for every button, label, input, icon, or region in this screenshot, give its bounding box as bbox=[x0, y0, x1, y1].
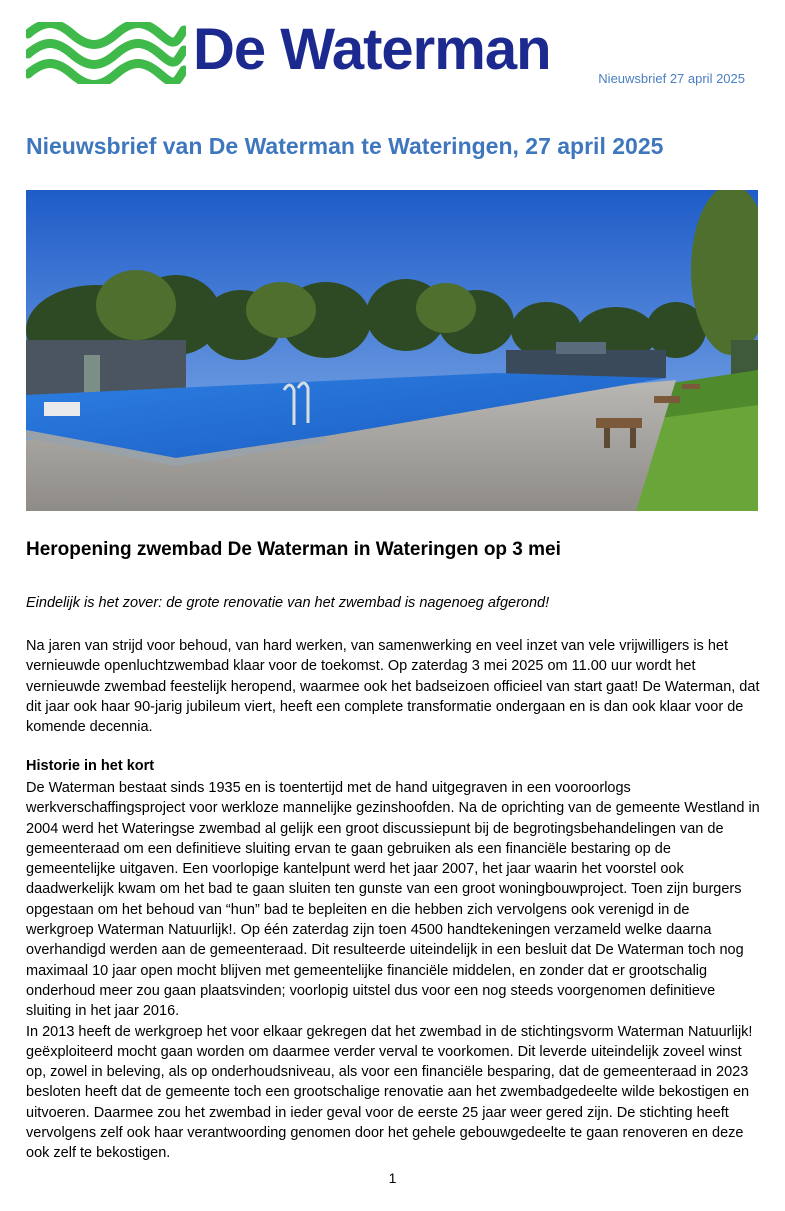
article-title: Heropening zwembad De Waterman in Wateringen op 3 mei bbox=[26, 539, 561, 560]
hero-image bbox=[26, 190, 758, 511]
newsletter-header bbox=[0, 0, 785, 110]
section-heading-historie: Historie in het kort bbox=[26, 758, 155, 774]
logo-text: De Waterman bbox=[193, 17, 551, 82]
history-paragraph-2: In 2013 heeft de werkgroep het voor elkaar gekregen dat het zwembad in de stichtingsvorm Waterman Natuurlijk! geëxploiteerd mocht gaan worden om daarmee verder verval te voorkomen. Dit leverde uiteindelijk zoveel winst op, zowel in beleving, als op onderhoudsniveau, als voor een financiële besparing, dat de gemeenteraad in 2023 besloten heeft dat de gemeente toch een grootschalige renovatie aan het zwembadgedeelte wilde bekostigen en uitvoeren. Daarmee zou het zwembad in ieder geval voor de eerste 25 jaar weer gered zijn. De stichting heeft vervolgens zelf ook haar verantwoording genomen door het gehele gebouwgedeelte te gaan renoveren en deze ook zelf te bekostigen. bbox=[26, 1023, 753, 1162]
page-title: Nieuwsbrief van De Waterman te Wateringen, 27 april 2025 bbox=[26, 133, 664, 159]
newsletter-date: Nieuwsbrief 27 april 2025 bbox=[598, 71, 745, 86]
history-section bbox=[26, 778, 761, 1164]
history-paragraph-1: De Waterman bestaat sinds 1935 en is toentertijd met de hand uitgegraven in een vooroorlogs werkverschaffingsproject voor werkloze mannelijke gezinshoofden. Na de oprichting van de gemeente Westland in 2004 werd het Wateringse zwembad al gelijk een groot discussiepunt bij de begrotingsbehandelingen van de gemeenteraad om een definitieve sluiting ervan te gaan gebruiken als een financiële bestaring op de gemeentelijke uitgaven. Een voorlopige kantelpunt werd het jaar 2007, het jaar waarin het voorstel ook daadwerkelijk kwam om het bad te gaan sluiten ten gunste van een groot woningbouwproject. Toen zijn burgers opgestaan om het behoud van “hun” bad te bepleiten en die hebben zich vervolgens ook verenigd in de werkgroep Waterman Natuurlijk!. Op één zaterdag zijn toen 4500 handtekeningen verzameld welke daarna overhandigd werden aan de gemeenteraad. Dit resulteerde uiteindelijk in een besluit dat De Waterman toch nog maximaal 10 jaar open mocht blijven met gemeentelijke financiële middelen, en zonder dat er grootschalig onderhoud meer zou gaan plaatsvinden; voorlopig uitstel dus voor een nog steeds voorgenomen definitieve sluiting in het jaar 2016. bbox=[26, 780, 760, 1020]
wave-logo-icon bbox=[26, 22, 186, 84]
article-lead: Eindelijk is het zover: de grote renovatie van het zwembad is nagenoeg afgerond! bbox=[26, 595, 550, 611]
article-intro: Na jaren van strijd voor behoud, van hard werken, van samenwerking en veel inzet van vele vrijwilligers is het vernieuwde openluchtzwembad klaar voor de toekomst. Op zaterdag 3 mei 2025 om 11.00 uur wordt het vernieuwde zwembad feestelijk heropend, waarmee ook het badseizoen officieel van start gaat! De Waterman, dat dit jaar ook haar 90-jarig jubileum viert, heeft een complete transformatie ondergaan en is dan ook klaar voor de komende decennia. bbox=[26, 638, 760, 736]
page-number: 1 bbox=[388, 1170, 397, 1186]
